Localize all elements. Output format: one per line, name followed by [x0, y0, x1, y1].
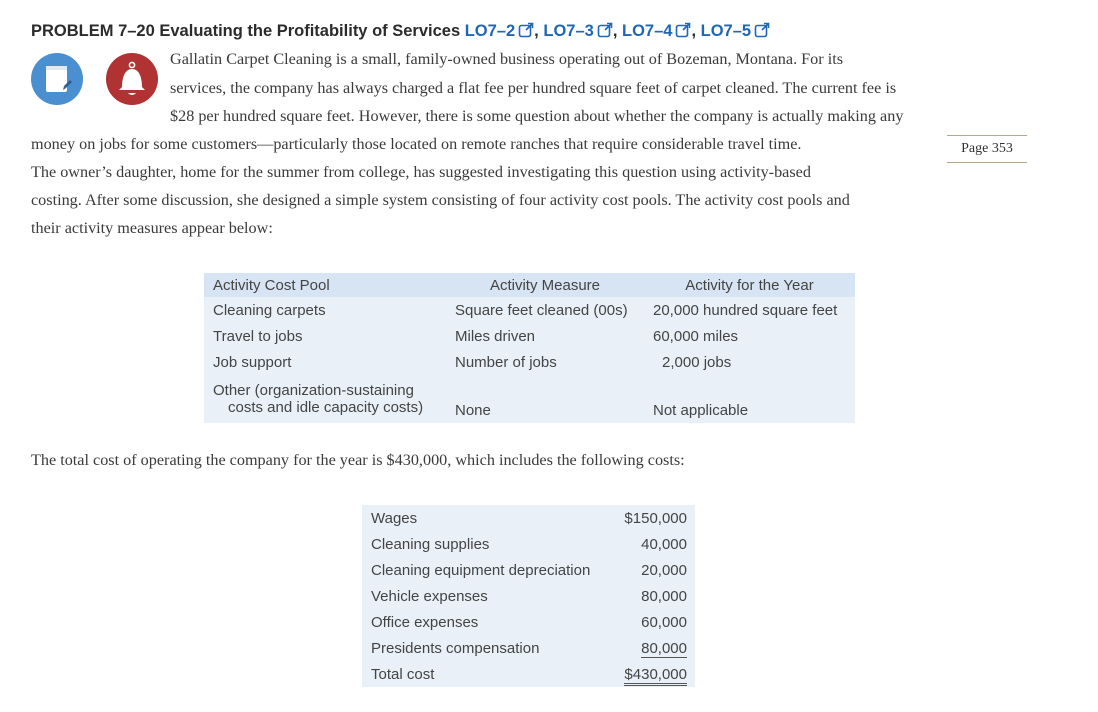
activity-table [204, 273, 855, 423]
table-row [362, 557, 695, 583]
header-activity-for-year: Activity for the Year [644, 273, 855, 297]
cost-table [362, 505, 695, 687]
lo-link-3[interactable]: LO7–4 [622, 22, 691, 40]
table-row [362, 505, 695, 531]
cost-label: Wages [371, 509, 418, 527]
cost-amount [611, 635, 695, 661]
notebook-icon [31, 53, 83, 105]
cost-label: Office expenses [371, 613, 479, 631]
table-row [204, 349, 855, 375]
total-label: Total cost [371, 665, 435, 683]
header-activity-cost-pool: Activity Cost Pool [204, 273, 446, 297]
table-row [204, 375, 855, 423]
measure-cell: None [455, 402, 491, 419]
measure-cell: Number of jobs [455, 353, 557, 371]
total-row [362, 661, 695, 687]
lo-link-1[interactable]: LO7–2 [465, 22, 534, 40]
separator: , [612, 22, 618, 40]
intro-line-4: money on jobs for some customers—particularly those located on remote ranches that require considerable travel time. [31, 135, 802, 153]
pool-line-1: Other (organization-sustaining [213, 382, 414, 399]
external-link-icon [518, 22, 534, 38]
cost-amount: 20,000 [641, 561, 687, 579]
table-row [204, 297, 855, 323]
lo-link-2[interactable]: LO7–3 [543, 22, 612, 40]
separator: , [691, 22, 697, 40]
table-row [204, 323, 855, 349]
problem-title [31, 22, 770, 41]
pool-cell: Job support [213, 353, 292, 371]
table-row [362, 609, 695, 635]
double-underlined-amount: $430,000 [624, 666, 687, 686]
cost-label: Vehicle expenses [371, 587, 488, 605]
pool-cell [204, 375, 446, 423]
external-link-icon [675, 22, 691, 38]
bell-icon [106, 53, 158, 105]
underlined-amount: 80,000 [641, 639, 687, 657]
pool-cell: Cleaning carpets [213, 301, 326, 319]
external-link-icon [597, 22, 613, 38]
activity-cell: 20,000 hundred square feet [653, 301, 838, 319]
activity-cell: 2,000 jobs [662, 353, 732, 371]
measure-cell: Miles driven [455, 327, 536, 345]
cost-label: Cleaning equipment depreciation [371, 561, 591, 579]
pool-cell: Travel to jobs [213, 327, 303, 345]
intro-line-2: services, the company has always charged a flat fee per hundred square feet of carpet cleaned. The current fee is [170, 79, 897, 97]
table-row [362, 583, 695, 609]
activity-cell: 60,000 miles [653, 327, 739, 345]
intro-line-6: costing. After some discussion, she designed a simple system consisting of four activity cost pools. The activity cost pools and [31, 191, 850, 209]
cost-amount: 80,000 [641, 587, 687, 605]
table-row [362, 635, 695, 661]
intro-line-5: The owner’s daughter, home for the summer from college, has suggested investigating this question using activity-based [31, 163, 811, 181]
activity-cell: Not applicable [653, 402, 749, 419]
pool-line-2: costs and idle capacity costs) [228, 399, 424, 416]
cost-amount: 60,000 [641, 613, 687, 631]
cost-label: Presidents compensation [371, 639, 540, 657]
cost-amount: $150,000 [624, 509, 687, 527]
total-cost-sentence: The total cost of operating the company for the year is $430,000, which includes the following costs: [31, 451, 685, 469]
external-link-icon [754, 22, 770, 38]
total-amount [611, 661, 695, 687]
header-activity-measure: Activity Measure [446, 273, 644, 297]
cost-label: Cleaning supplies [371, 535, 490, 553]
measure-cell: Square feet cleaned (00s) [455, 301, 628, 319]
page-marker: Page 353 [947, 135, 1027, 163]
lo-link-4[interactable]: LO7–5 [701, 22, 770, 40]
intro-line-1: Gallatin Carpet Cleaning is a small, family-owned business operating out of Bozeman, Montana. For its [170, 50, 843, 68]
table-row [362, 531, 695, 557]
problem-title-text: PROBLEM 7–20 Evaluating the Profitability of Services [31, 22, 461, 40]
intro-line-3: $28 per hundred square feet. However, there is some question about whether the company is actually making any [170, 107, 904, 125]
intro-line-7: their activity measures appear below: [31, 219, 273, 237]
activity-table-header [204, 273, 855, 297]
cost-amount: 40,000 [641, 535, 687, 553]
separator: , [534, 22, 539, 40]
